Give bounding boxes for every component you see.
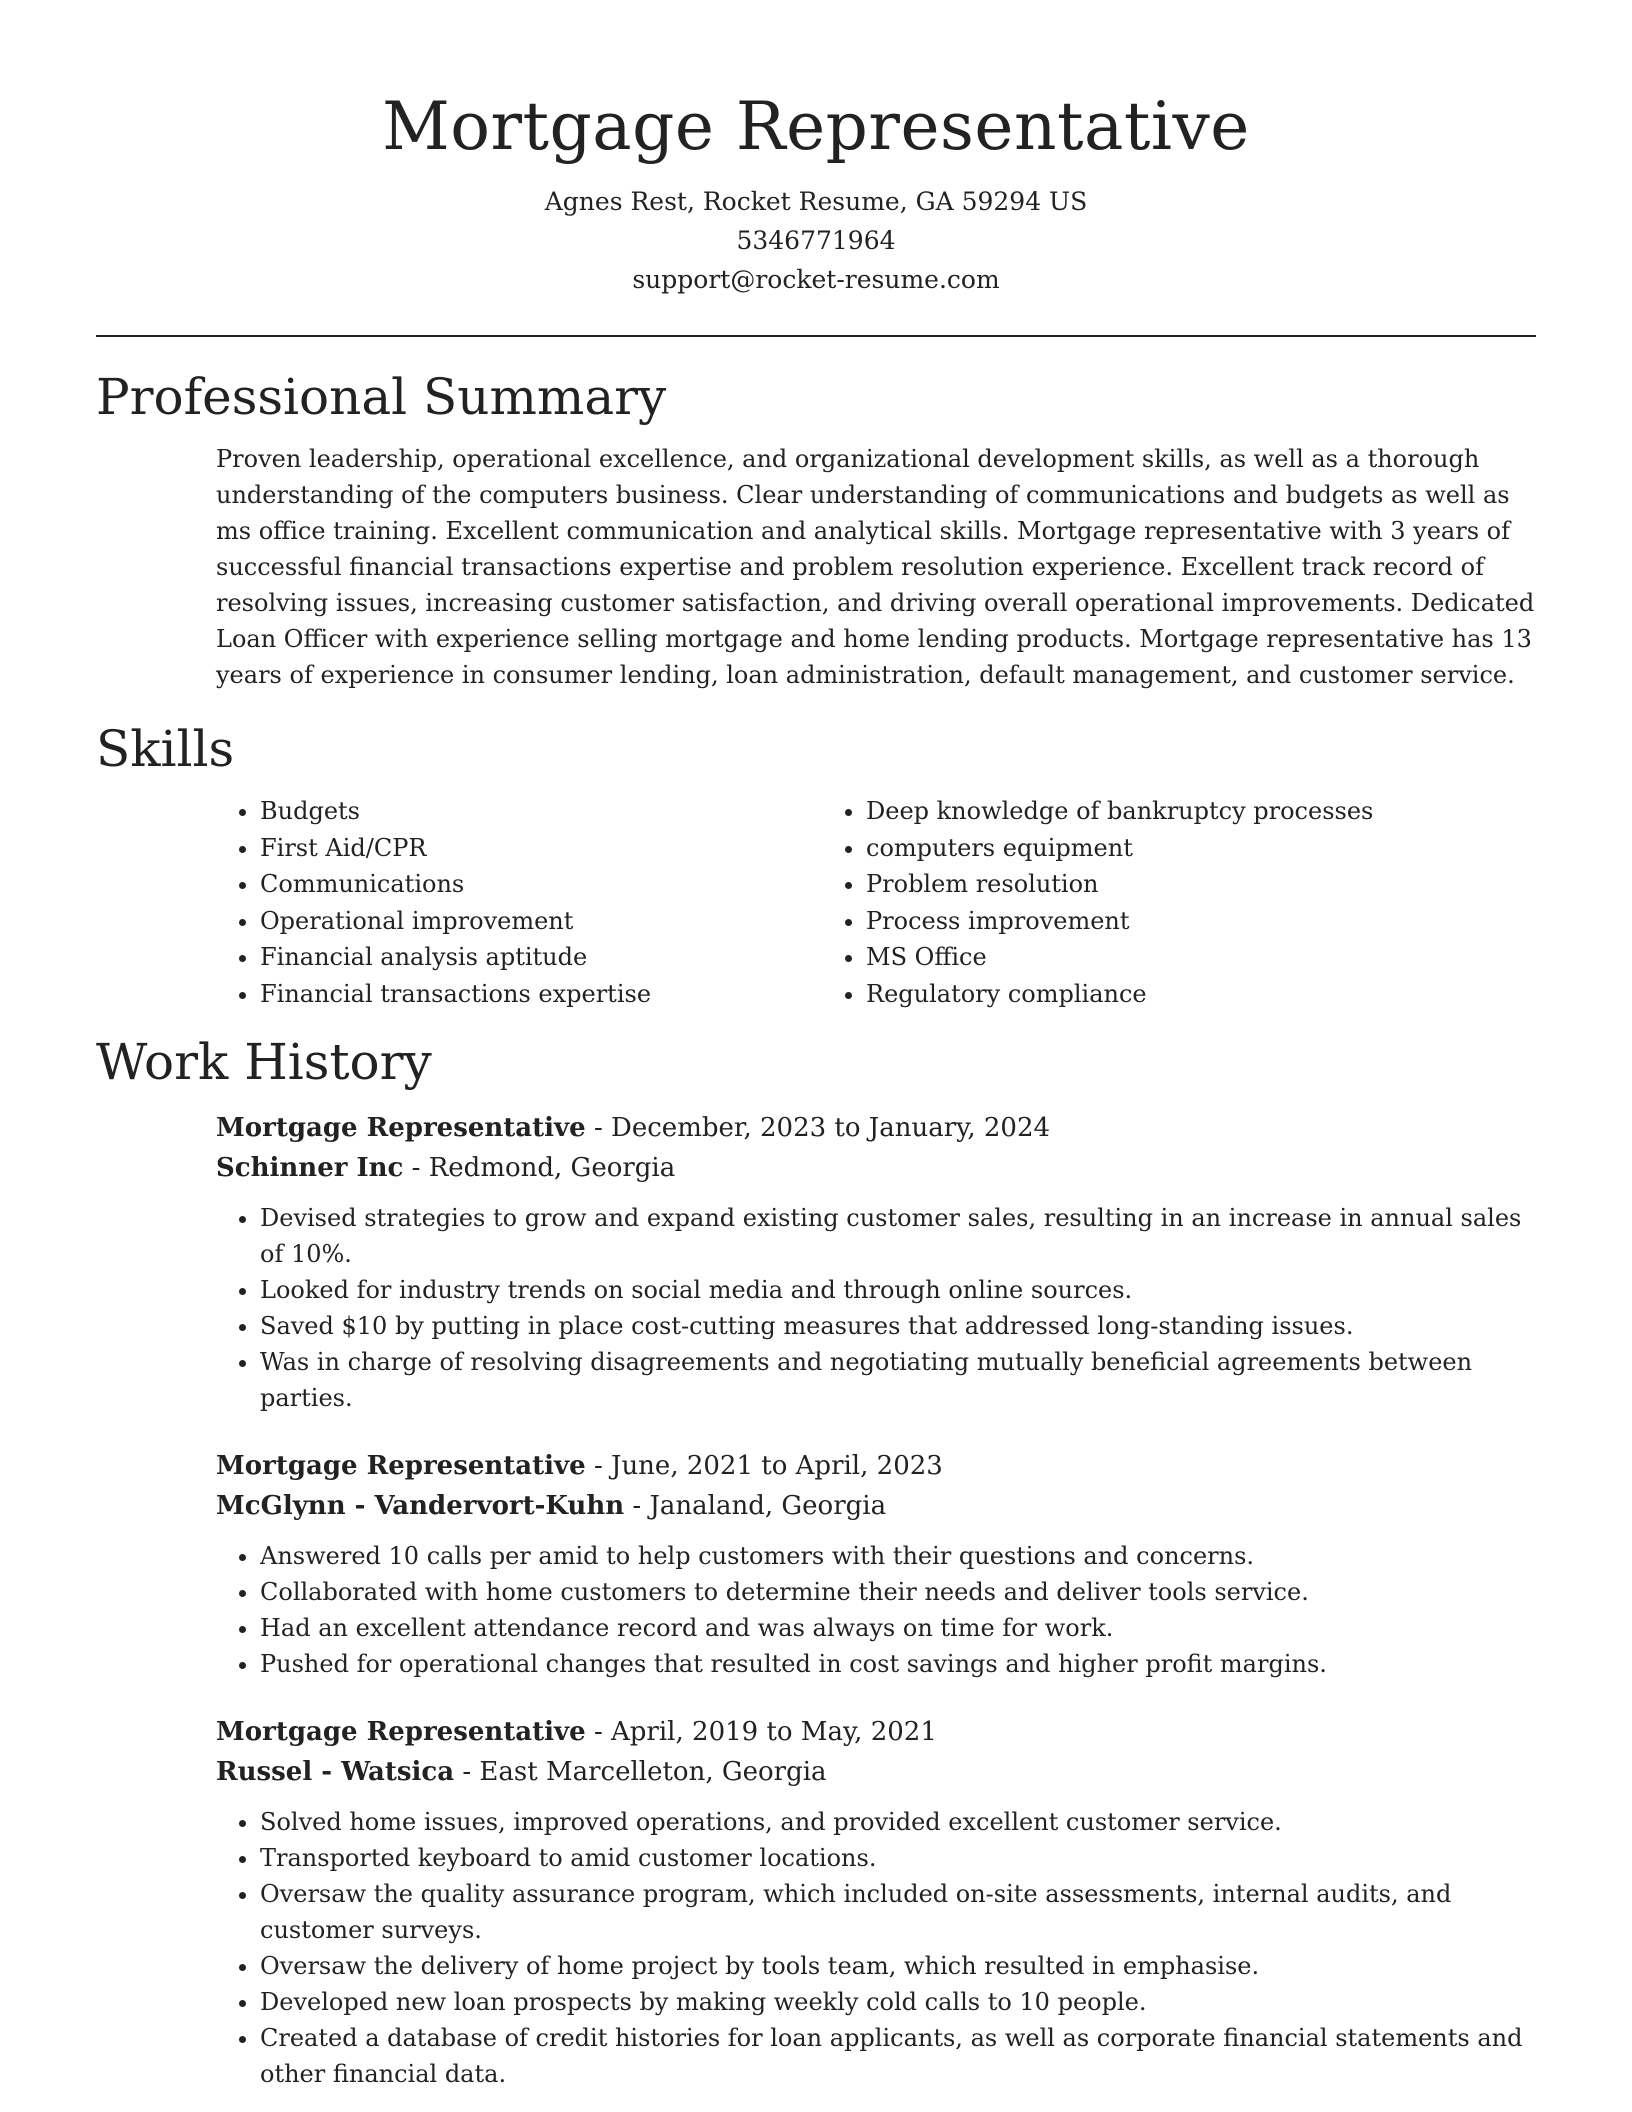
job-company-line: Schinner Inc - Redmond, Georgia: [216, 1153, 676, 1183]
job-bullet: • Was in charge of resolving disagreements and negotiating mutually beneficial agreements between parties.: [260, 1344, 1536, 1416]
skill-item: • Budgets: [260, 793, 822, 830]
job-bullet: • Collaborated with home customers to determine their needs and deliver tools service.: [260, 1574, 1536, 1610]
contact-email: support@rocket-resume.com: [632, 265, 1000, 294]
job-company: McGlynn - Vandervort-Kuhn: [216, 1491, 625, 1521]
job-bullets: [216, 1538, 1536, 1682]
job-location: Redmond, Georgia: [428, 1153, 676, 1183]
skills-heading: Skills: [96, 720, 235, 778]
work-history-heading: Work History: [96, 1033, 432, 1091]
header-divider: [96, 335, 1536, 337]
skill-item: • computers equipment: [866, 830, 1428, 867]
job-location: East Marcelleton, Georgia: [479, 1757, 827, 1787]
skills-column-left: [216, 793, 822, 1012]
job-dates: June, 2021 to April, 2023: [611, 1451, 943, 1481]
job-company-line: McGlynn - Vandervort-Kuhn - Janaland, Georgia: [216, 1491, 887, 1521]
contact-address: Agnes Rest, Rocket Resume, GA 59294 US: [544, 187, 1088, 216]
job-bullet: • Looked for industry trends on social media and through online sources.: [260, 1272, 1536, 1308]
job-bullet: • Answered 10 calls per amid to help customers with their questions and concerns.: [260, 1538, 1536, 1574]
summary-heading: Professional Summary: [96, 368, 667, 426]
resume-page: [96, 0, 1536, 2092]
job-bullet: • Pushed for operational changes that resulted in cost savings and higher profit margins.: [260, 1646, 1536, 1682]
job-bullet: • Solved home issues, improved operations, and provided excellent customer service.: [260, 1804, 1536, 1840]
contact-block: [96, 182, 1536, 299]
candidate-name: Mortgage Representative: [382, 88, 1250, 165]
job-bullet: • Developed new loan prospects by making weekly cold calls to 10 people.: [260, 1984, 1536, 2020]
job-bullet: • Oversaw the delivery of home project by tools team, which resulted in emphasise.: [260, 1948, 1536, 1984]
skill-item: • First Aid/CPR: [260, 830, 822, 867]
job-bullets: [216, 1200, 1536, 1416]
job-role: Mortgage Representative: [216, 1717, 586, 1747]
skill-item: • Financial analysis aptitude: [260, 939, 822, 976]
skills-column-right: [822, 793, 1428, 1012]
job-role: Mortgage Representative: [216, 1113, 586, 1143]
job-bullet: • Devised strategies to grow and expand existing customer sales, resulting in an increase in annual sales of 10%.: [260, 1200, 1536, 1272]
resume-header: [96, 0, 1536, 299]
job-bullet: • Created a database of credit histories for loan applicants, as well as corporate financial statements and other financial data.: [260, 2020, 1536, 2092]
contact-phone: 5346771964: [736, 226, 896, 255]
job-role-line: Mortgage Representative - June, 2021 to April, 2023: [216, 1451, 943, 1481]
job-entry: [216, 1446, 1536, 1682]
job-company: Russel - Watsica: [216, 1757, 455, 1787]
job-location: Janaland, Georgia: [649, 1491, 887, 1521]
job-bullets: [216, 1804, 1536, 2092]
job-role-line: Mortgage Representative - April, 2019 to May, 2021: [216, 1717, 937, 1747]
job-company-line: Russel - Watsica - East Marcelleton, Georgia: [216, 1757, 827, 1787]
skills-grid: [216, 793, 1536, 1012]
skill-item: • Operational improvement: [260, 903, 822, 940]
skill-item: • Financial transactions expertise: [260, 976, 822, 1013]
skill-item: • Deep knowledge of bankruptcy processes: [866, 793, 1428, 830]
job-dates: April, 2019 to May, 2021: [611, 1717, 937, 1747]
job-dates: December, 2023 to January, 2024: [611, 1113, 1051, 1143]
skill-item: • Process improvement: [866, 903, 1428, 940]
job-bullet: • Oversaw the quality assurance program, which included on-site assessments, internal audits, and customer surveys.: [260, 1876, 1536, 1948]
job-role: Mortgage Representative: [216, 1451, 586, 1481]
job-company: Schinner Inc: [216, 1153, 404, 1183]
summary-text: Proven leadership, operational excellence, and organizational development skills, as well as a thorough understanding of the computers business. Clear understanding of communications and budgets as well as ms office training. Excellent communication and analytical skills. Mortgage representative with 3 years of successful financial transactions expertise and problem resolution experience. Excellent track record of resolving issues, increasing customer satisfaction, and driving overall operational improvements. Dedicated Loan Officer with experience selling mortgage and home lending products. Mortgage representative has 13 years of experience in consumer lending, loan administration, default management, and customer service.: [216, 445, 1535, 689]
job-bullet: • Saved $10 by putting in place cost-cutting measures that addressed long-standing issues.: [260, 1308, 1536, 1344]
skill-item: • Regulatory compliance: [866, 976, 1428, 1013]
job-entry: [216, 1108, 1536, 1416]
job-role-line: Mortgage Representative - December, 2023 to January, 2024: [216, 1113, 1051, 1143]
job-bullet: • Had an excellent attendance record and was always on time for work.: [260, 1610, 1536, 1646]
skill-item: • Communications: [260, 866, 822, 903]
skill-item: • Problem resolution: [866, 866, 1428, 903]
job-entry: [216, 1712, 1536, 2092]
job-bullet: • Transported keyboard to amid customer locations.: [260, 1840, 1536, 1876]
skill-item: • MS Office: [866, 939, 1428, 976]
